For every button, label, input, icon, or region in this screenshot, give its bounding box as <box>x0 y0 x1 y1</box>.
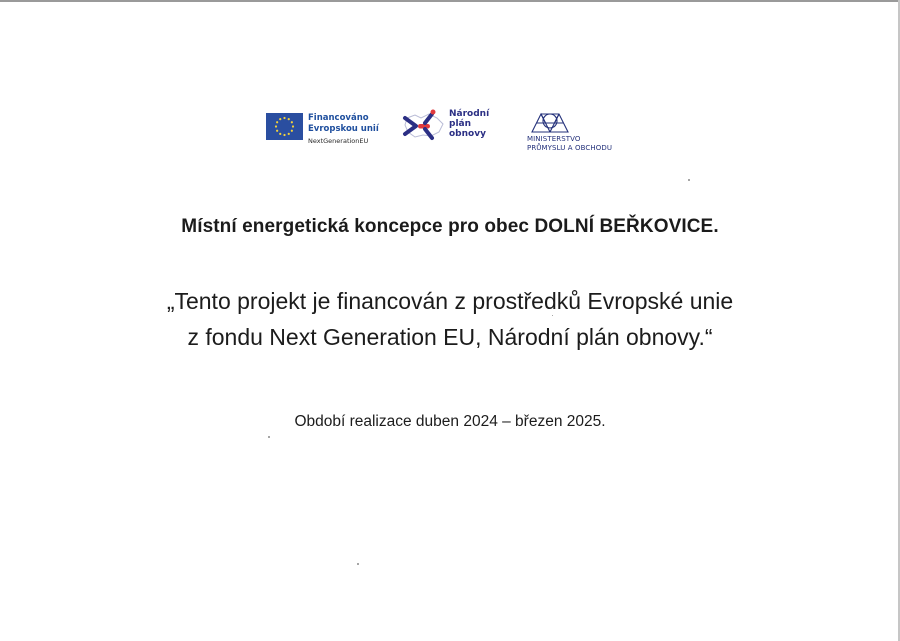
scan-speck <box>552 315 553 316</box>
eu-star-icon <box>283 117 285 119</box>
funding-statement-line1: „Tento projekt je financován z prostředků Evropské unie <box>166 288 734 314</box>
eu-star-icon <box>283 134 285 136</box>
eu-star-icon <box>288 133 290 135</box>
eu-logo-line1: Financováno <box>308 113 369 123</box>
npo-logo <box>401 106 489 146</box>
eu-logo <box>266 113 379 147</box>
eu-star-icon <box>276 130 278 132</box>
funding-statement <box>0 283 900 355</box>
npo-logo-line3: obnovy <box>449 129 486 139</box>
eu-logo-text <box>308 113 379 147</box>
ministry-logo-text <box>527 135 612 153</box>
npo-logo-text <box>449 109 489 139</box>
eu-star-icon <box>292 125 294 127</box>
npo-mark-icon <box>401 106 447 146</box>
eu-star-icon <box>291 130 293 132</box>
eu-star-icon <box>279 133 281 135</box>
eu-star-icon <box>275 125 277 127</box>
npo-logo-line1: Národní <box>449 109 490 119</box>
npo-logo-line2: plán <box>449 119 472 129</box>
document-title: Místní energetická koncepce pro obec DOLNÍ BEŘKOVICE. <box>181 216 719 237</box>
ministry-logo-line2: PRŮMYSLU A OBCHODU <box>527 144 613 152</box>
ministry-emblem-icon <box>529 110 571 134</box>
scan-speck <box>688 179 690 181</box>
ministry-logo <box>527 110 612 153</box>
eu-star-icon <box>291 121 293 123</box>
eu-star-icon <box>288 118 290 120</box>
scan-speck <box>357 563 359 565</box>
eu-flag-icon <box>266 113 303 140</box>
eu-logo-line3: NextGenerationEU <box>308 137 369 145</box>
realization-period: Období realizace duben 2024 – březen 2025. <box>294 413 606 430</box>
eu-star-icon <box>279 118 281 120</box>
logo-strip <box>0 0 900 170</box>
ministry-logo-line1: MINISTERSTVO <box>527 135 581 143</box>
eu-logo-line2: Evropskou unií <box>308 124 379 134</box>
funding-statement-line2: z fondu Next Generation EU, Národní plán obnovy.“ <box>187 324 713 350</box>
eu-star-icon <box>276 121 278 123</box>
scan-speck <box>268 436 270 438</box>
